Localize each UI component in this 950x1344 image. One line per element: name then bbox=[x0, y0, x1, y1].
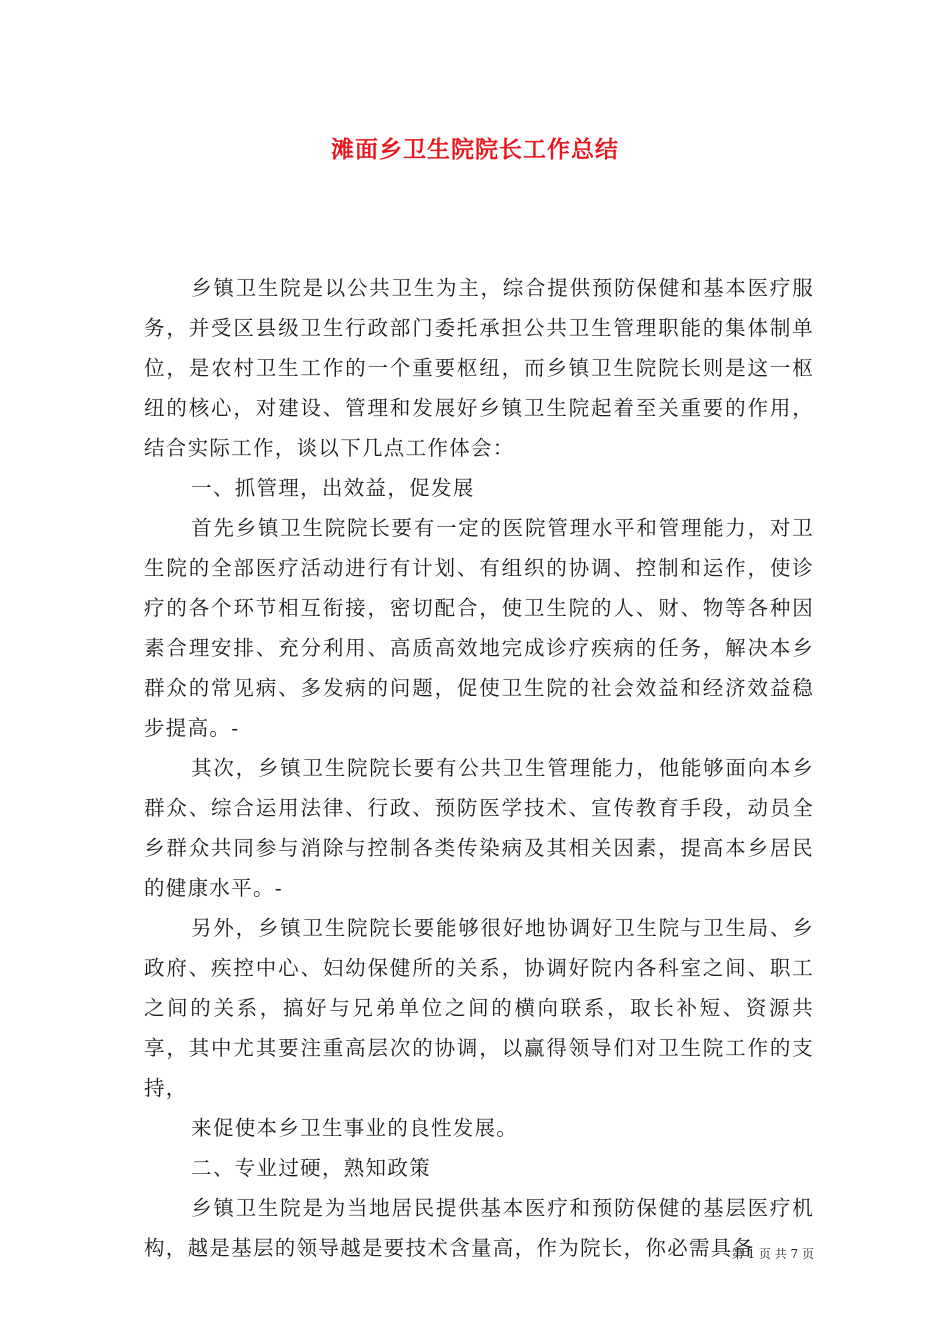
paragraph-development: 来促使本乡卫生事业的良性发展。 bbox=[191, 1116, 519, 1140]
document-title: 滩面乡卫生院院长工作总结 bbox=[331, 136, 619, 163]
section-heading-1: 一、抓管理，出效益，促发展 bbox=[191, 476, 475, 500]
paragraph-public-health: 其次，乡镇卫生院院长要有公共卫生管理能力，他能够面向本乡群众、综合运用法律、行政、预防医学技术、宣传教育手段，动员全乡群众共同参与消除与控制各类传染病及其相关因素，提高本乡居民的健康水平。- bbox=[144, 756, 814, 900]
document-body bbox=[144, 268, 814, 1268]
paragraph-professional: 乡镇卫生院是为当地居民提供基本医疗和预防保健的基层医疗机构，越是基层的领导越是要技术含量高，作为院长，你必需具备 bbox=[144, 1196, 814, 1260]
section-heading-2: 二、专业过硬，熟知政策 bbox=[191, 1156, 431, 1180]
paragraph-management: 首先乡镇卫生院院长要有一定的医院管理水平和管理能力，对卫生院的全部医疗活动进行有计划、有组织的协调、控制和运作，使诊疗的各个环节相互衔接，密切配合，使卫生院的人、财、物等各种因素合理安排、充分利用、高质高效地完成诊疗疾病的任务，解决本乡群众的常见病、多发病的问题，促使卫生院的社会效益和经济效益稳步提高。- bbox=[144, 516, 814, 740]
paragraph-coordination: 另外，乡镇卫生院院长要能够很好地协调好卫生院与卫生局、乡政府、疾控中心、妇幼保健所的关系，协调好院内各科室之间、职工之间的关系，搞好与兄弟单位之间的横向联系，取长补短、资源共享，其中尤其要注重高层次的协调，以赢得领导们对卫生院工作的支持， bbox=[144, 916, 814, 1100]
paragraph-intro: 乡镇卫生院是以公共卫生为主，综合提供预防保健和基本医疗服务，并受区县级卫生行政部门委托承担公共卫生管理职能的集体制单位，是农村卫生工作的一个重要枢纽，而乡镇卫生院院长则是这一枢纽的核心，对建设、管理和发展好乡镇卫生院起着至关重要的作用，结合实际工作，谈以下几点工作体会： bbox=[144, 276, 814, 460]
page-number-footer: 第 1 页 共 7 页 bbox=[731, 1247, 814, 1261]
